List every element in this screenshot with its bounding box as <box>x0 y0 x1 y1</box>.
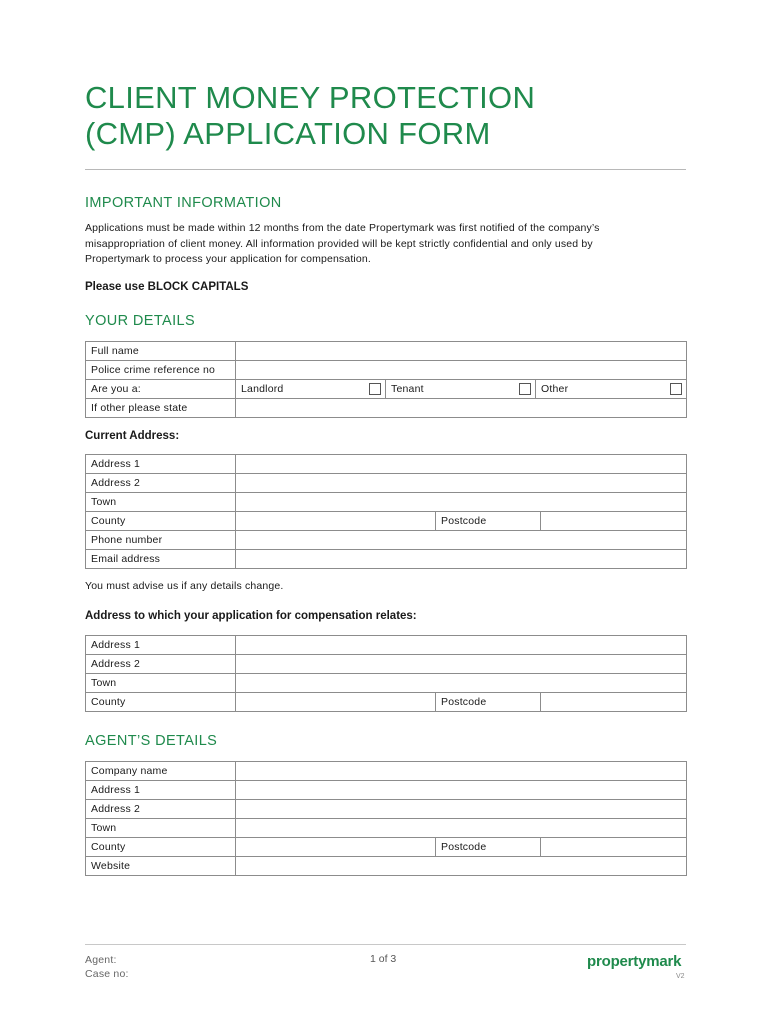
footer-case-label: Case no: <box>85 968 129 980</box>
comp-address-table <box>85 635 687 712</box>
landlord-option[interactable] <box>236 380 386 399</box>
comp-town-field[interactable] <box>236 674 687 693</box>
comp-county-label: County <box>86 693 236 712</box>
town-field[interactable] <box>236 493 687 512</box>
table-row <box>86 762 687 781</box>
company-name-field[interactable] <box>236 762 687 781</box>
table-row <box>86 493 687 512</box>
address2-label: Address 2 <box>86 474 236 493</box>
current-address-heading: Current Address: <box>85 430 180 442</box>
agent-town-label: Town <box>86 819 236 838</box>
if-other-label: If other please state <box>86 399 236 418</box>
comp-address1-label: Address 1 <box>86 636 236 655</box>
website-field[interactable] <box>236 857 687 876</box>
police-ref-label: Police crime reference no <box>86 361 236 380</box>
table-row <box>86 550 687 569</box>
address1-field[interactable] <box>236 455 687 474</box>
block-capitals-note: Please use BLOCK CAPITALS <box>85 281 249 293</box>
footer-agent-case <box>85 953 129 981</box>
important-line-1: Applications must be made within 12 months from the date Propertymark was first notified of the company’s <box>85 222 600 234</box>
tenant-checkbox[interactable] <box>519 383 531 395</box>
agent-details-heading: AGENT’S DETAILS <box>85 733 218 749</box>
agent-address2-label: Address 2 <box>86 800 236 819</box>
agent-county-field[interactable] <box>236 838 436 857</box>
table-row <box>86 655 687 674</box>
your-details-heading: YOUR DETAILS <box>85 313 196 329</box>
current-address-table <box>85 454 687 569</box>
table-row <box>86 819 687 838</box>
table-row <box>86 838 687 857</box>
table-row <box>86 693 687 712</box>
phone-field[interactable] <box>236 531 687 550</box>
comp-address-heading: Address to which your application for compensation relates: <box>85 610 417 622</box>
table-row <box>86 512 687 531</box>
agent-town-field[interactable] <box>236 819 687 838</box>
comp-county-field[interactable] <box>236 693 436 712</box>
important-line-2: misappropriation of client money. All information provided will be kept strictly confidential and only used by <box>85 237 593 250</box>
landlord-checkbox[interactable] <box>369 383 381 395</box>
important-line-3: Propertymark to process your application for compensation. <box>85 253 371 265</box>
phone-label: Phone number <box>86 531 236 550</box>
company-name-label: Company name <box>86 762 236 781</box>
tenant-option[interactable] <box>386 380 536 399</box>
page-number: 1 of 3 <box>370 953 397 965</box>
comp-town-label: Town <box>86 674 236 693</box>
if-other-field[interactable] <box>236 399 687 418</box>
table-row <box>86 800 687 819</box>
table-row <box>86 781 687 800</box>
table-row <box>86 636 687 655</box>
table-row <box>86 455 687 474</box>
agent-postcode-field[interactable] <box>541 838 687 857</box>
table-row <box>86 342 687 361</box>
are-you-label: Are you a: <box>86 380 236 399</box>
important-text <box>85 221 685 268</box>
full-name-label: Full name <box>86 342 236 361</box>
table-row <box>86 531 687 550</box>
agent-details-table <box>85 761 687 876</box>
town-label: Town <box>86 493 236 512</box>
comp-postcode-label: Postcode <box>436 693 541 712</box>
website-label: Website <box>86 857 236 876</box>
comp-address2-field[interactable] <box>236 655 687 674</box>
county-field[interactable] <box>236 512 436 531</box>
table-row <box>86 361 687 380</box>
table-row <box>86 857 687 876</box>
propertymark-logo: propertymark <box>587 953 682 970</box>
comp-address1-field[interactable] <box>236 636 687 655</box>
county-label: County <box>86 512 236 531</box>
agent-address1-field[interactable] <box>236 781 687 800</box>
version-label: V2 <box>676 973 685 980</box>
important-heading: IMPORTANT INFORMATION <box>85 195 282 211</box>
title-line-1: CLIENT MONEY PROTECTION <box>85 80 536 115</box>
other-label: Other <box>541 383 569 395</box>
agent-postcode-label: Postcode <box>436 838 541 857</box>
agent-address2-field[interactable] <box>236 800 687 819</box>
footer-divider <box>85 944 686 945</box>
table-row <box>86 674 687 693</box>
agent-county-label: County <box>86 838 236 857</box>
address1-label: Address 1 <box>86 455 236 474</box>
postcode-label: Postcode <box>436 512 541 531</box>
email-label: Email address <box>86 550 236 569</box>
comp-address2-label: Address 2 <box>86 655 236 674</box>
other-checkbox[interactable] <box>670 383 682 395</box>
page-title <box>85 80 685 152</box>
police-ref-field[interactable] <box>236 361 687 380</box>
email-field[interactable] <box>236 550 687 569</box>
agent-address1-label: Address 1 <box>86 781 236 800</box>
advise-note: You must advise us if any details change. <box>85 580 284 592</box>
other-option[interactable] <box>536 380 687 399</box>
title-line-2: (CMP) APPLICATION FORM <box>85 116 491 151</box>
table-row <box>86 474 687 493</box>
footer-agent-label: Agent: <box>85 954 117 966</box>
your-details-table <box>85 341 687 418</box>
landlord-label: Landlord <box>241 383 284 395</box>
table-row <box>86 399 687 418</box>
postcode-field[interactable] <box>541 512 687 531</box>
address2-field[interactable] <box>236 474 687 493</box>
full-name-field[interactable] <box>236 342 687 361</box>
table-row <box>86 380 687 399</box>
comp-postcode-field[interactable] <box>541 693 687 712</box>
tenant-label: Tenant <box>391 383 424 395</box>
title-divider <box>85 169 686 170</box>
